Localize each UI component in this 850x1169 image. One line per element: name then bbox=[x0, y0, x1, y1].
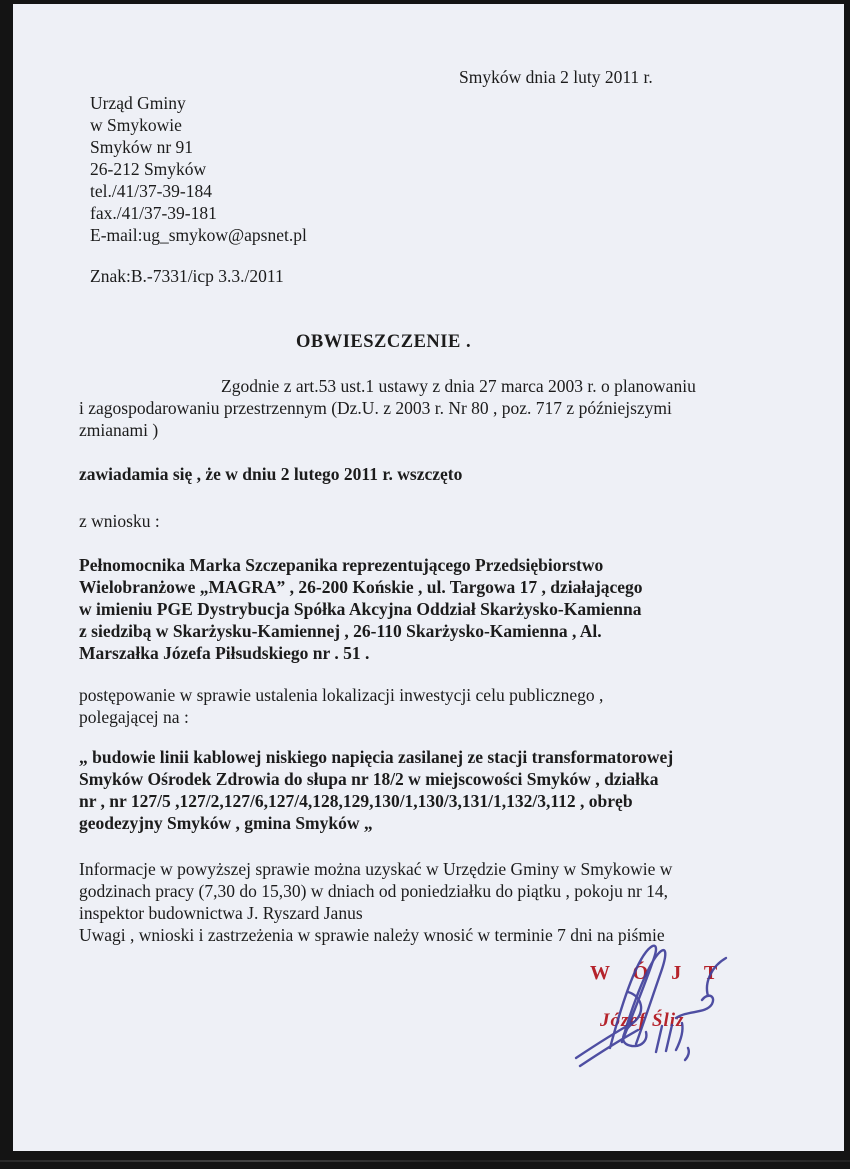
paragraph-line: zmianami ) bbox=[79, 420, 159, 440]
document-title: OBWIESZCZENIE . bbox=[296, 332, 472, 352]
request-intro-line: z wniosku : bbox=[79, 511, 160, 531]
paragraph-line: Uwagi , wnioski i zastrzeżenia w sprawie należy wnosić w terminie 7 dni na piśmie bbox=[79, 925, 665, 945]
paragraph-line: z siedzibą w Skarżysku-Kamiennej , 26-110 Skarżysko-Kamienna , Al. bbox=[79, 621, 602, 641]
paragraph-line: w imieniu PGE Dystrybucja Spółka Akcyjna Oddział Skarżysko-Kamienna bbox=[79, 599, 642, 619]
paragraph-line: nr , nr 127/5 ,127/2,127/6,127/4,128,129,130/1,130/3,131/1,132/3,112 , obręb bbox=[79, 791, 633, 811]
legal-basis-paragraph bbox=[79, 375, 804, 441]
proceeding-paragraph bbox=[79, 684, 804, 728]
paragraph-line: Wielobranżowe „MAGRA” , 26-200 Końskie , ul. Targowa 17 , działającego bbox=[79, 577, 643, 597]
stamp-title-wojt: W Ó J T bbox=[590, 962, 727, 984]
paragraph-line: polegającej na : bbox=[79, 707, 189, 727]
paragraph-line: Marszałka Józefa Piłsudskiego nr . 51 . bbox=[79, 643, 370, 663]
paragraph-line: inspektor budownictwa J. Ryszard Janus bbox=[79, 903, 363, 923]
scanned-document-page bbox=[13, 4, 844, 1151]
sender-postal: 26-212 Smyków bbox=[90, 159, 207, 179]
sender-email: E-mail:ug_smykow@apsnet.pl bbox=[90, 225, 307, 245]
paragraph-line: i zagospodarowaniu przestrzennym (Dz.U. z 2003 r. Nr 80 , poz. 717 z późniejszymi bbox=[79, 398, 672, 418]
sender-phone: tel./41/37-39-184 bbox=[90, 181, 212, 201]
scanner-edge-artifact bbox=[0, 1160, 850, 1162]
paragraph-line: postępowanie w sprawie ustalenia lokalizacji inwestycji celu publicznego , bbox=[79, 685, 604, 705]
stamp-name-jozef-sliz: Józef Śliz bbox=[600, 1010, 685, 1031]
paragraph-line: Smyków Ośrodek Zdrowia do słupa nr 18/2 w miejscowości Smyków , działka bbox=[79, 769, 659, 789]
sender-org: Urząd Gminy bbox=[90, 93, 186, 113]
paragraph-line: Zgodnie z art.53 ust.1 ustawy z dnia 27 marca 2003 r. o planowaniu bbox=[221, 376, 696, 396]
paragraph-line: godzinach pracy (7,30 do 15,30) w dniach od poniedziałku do piątku , pokoju nr 14, bbox=[79, 881, 669, 901]
paragraph-line: Informacje w powyższej sprawie można uzyskać w Urzędzie Gminy w Smykowie w bbox=[79, 859, 673, 879]
investment-description-paragraph bbox=[79, 746, 804, 834]
sender-locality: w Smykowie bbox=[90, 115, 182, 135]
handwritten-signature bbox=[558, 930, 758, 1080]
paragraph-line: geodezyjny Smyków , gmina Smyków „ bbox=[79, 813, 373, 833]
notification-line: zawiadamia się , że w dniu 2 lutego 2011 r. wszczęto bbox=[79, 464, 463, 484]
paragraph-line: „ budowie linii kablowej niskiego napięcia zasilanej ze stacji transformatorowej bbox=[79, 747, 674, 767]
case-reference-number: Znak:B.-7331/icp 3.3./2011 bbox=[90, 266, 284, 286]
sender-street: Smyków nr 91 bbox=[90, 137, 194, 157]
date-line: Smyków dnia 2 luty 2011 r. bbox=[459, 67, 653, 87]
applicant-paragraph bbox=[79, 554, 804, 664]
sender-address-block bbox=[90, 92, 307, 246]
official-stamp-and-signature bbox=[558, 952, 788, 1082]
paragraph-line: Pełnomocnika Marka Szczepanika reprezentującego Przedsiębiorstwo bbox=[79, 555, 604, 575]
sender-fax: fax./41/37-39-181 bbox=[90, 203, 217, 223]
